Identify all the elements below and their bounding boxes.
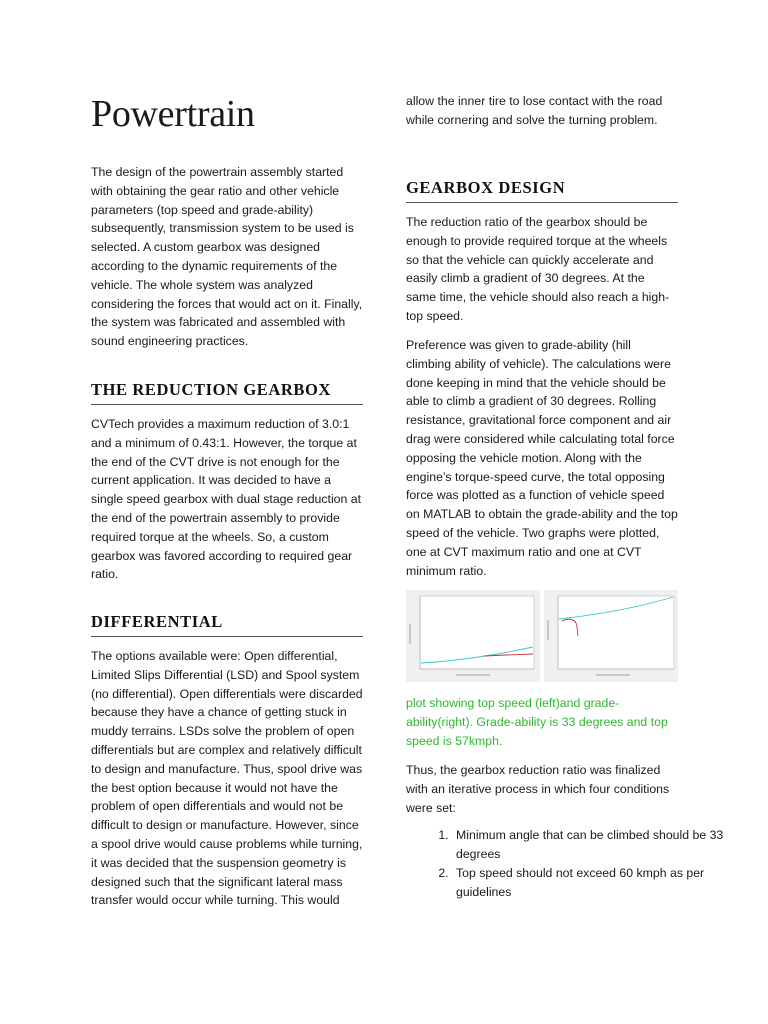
differential-paragraph: The options available were: Open differential, Limited Slips Differential (LSD) and Spool system (no differential). Open differentials were discarded because they have a chance of getting stuck in muddy terrains. LSDs solve the problem of open differentials but are complex and relatively difficult to design and manufacture. Thus, spool drive was the best option because it would not have the problem of open differentials and would not be difficult to design or manufacture. However, since a spool drive would cause problems while turning, it was decided that the suspension geometry is designed such that the significant lateral mass transfer would occur while turning. This would xyxy=(91,649,363,908)
list-item: 2. Top speed should not exceed 60 kmph as per guidelines xyxy=(452,864,724,902)
reduction-gearbox-paragraph: CVTech provides a maximum reduction of 3.0:1 and a minimum of 0.43:1. However, the torque at the end of the CVT drive is not enough for the current application. It was decided to have a single speed gearbox with dual stage reduction at the end of the powertrain assembly to provide required torque at the wheels. So, a custom gearbox was favored according to required gear ratio. xyxy=(91,417,362,582)
reduction-gearbox-heading: THE REDUCTION GEARBOX xyxy=(91,380,363,405)
grade-ability-plot xyxy=(544,590,678,682)
figure-caption: plot showing top speed (left)and grade-ability(right). Grade-ability is 33 degrees and top speed is 57kmph. xyxy=(406,696,668,748)
gearbox-design-paragraph-1: The reduction ratio of the gearbox should be enough to provide required torque at the wheels so that the vehicle can quickly accelerate and easily climb a gradient of 30 degrees. At the same time, the vehicle should also reach a high-top speed. xyxy=(406,215,670,323)
continuation-paragraph: allow the inner tire to lose contact with the road while cornering and solve the turning problem. xyxy=(406,94,663,127)
intro-paragraph: The design of the powertrain assembly started with obtaining the gear ratio and other vehicle parameters (top speed and grade-ability) subsequently, transmission system to be used is selected. A custom gearbox was designed according to the dynamic requirements of the vehicle. The whole system was analyzed considering the forces that would act on it. Finally, the system was fabricated and assembled with sound engineering practices. xyxy=(91,165,363,349)
gearbox-design-heading: GEARBOX DESIGN xyxy=(406,178,678,203)
top-speed-plot xyxy=(406,590,540,682)
list-item: 1. Minimum angle that can be climbed should be 33 degrees xyxy=(452,826,724,864)
conclusion-paragraph: Thus, the gearbox reduction ratio was finalized with an iterative process in which four conditions were set: xyxy=(406,763,670,815)
differential-heading: DIFFERENTIAL xyxy=(91,612,363,637)
gearbox-design-paragraph-2: Preference was given to grade-ability (hill climbing ability of vehicle). The calculations were done keeping in mind that the vehicle should be able to climb a gradient of 30 degrees. Rolling resistance, gravitational force component and air drag were considered while calculating total force opposing the vehicle motion. Along with the engine’s torque-speed curve, the total opposing force was plotted as a function of vehicle speed on MATLAB to obtain the grade-ability and the top speed of the vehicle. Two graphs were plotted, one at CVT maximum ratio and one at CVT minimum ratio. xyxy=(406,338,678,578)
conditions-list xyxy=(406,826,724,902)
page-title: Powertrain xyxy=(91,93,255,135)
matlab-plots-figure xyxy=(406,590,678,682)
